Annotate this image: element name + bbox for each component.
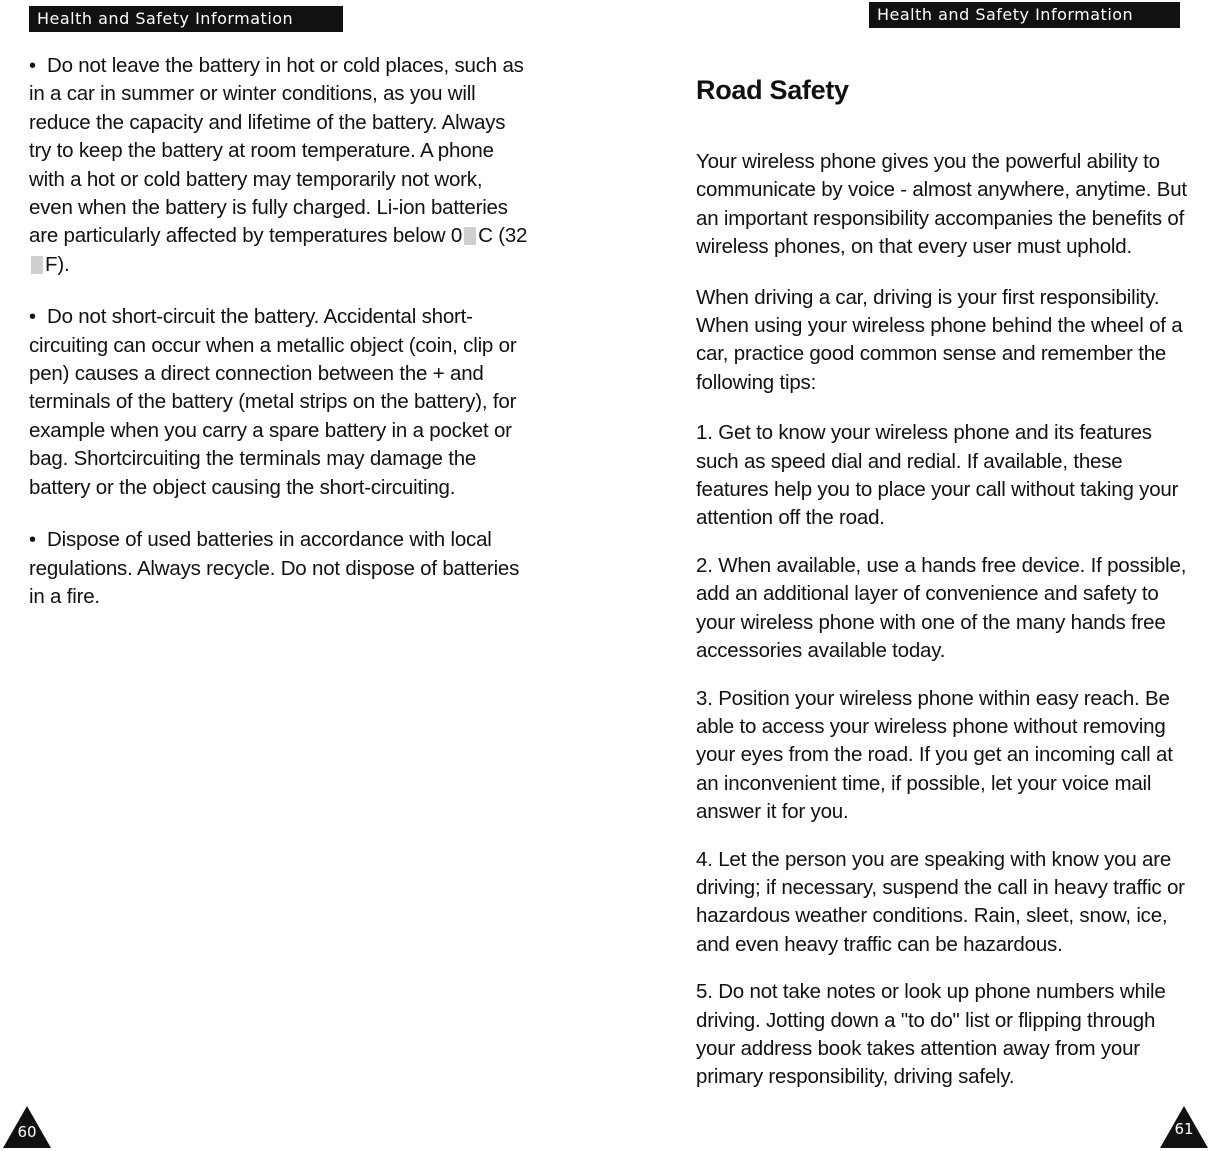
bullet-icon: • bbox=[29, 529, 36, 552]
header-title-left: Health and Safety Information bbox=[37, 9, 294, 28]
tip-item: 2. When available, use a hands free device. If possible, add an additional layer of convenience and safety to your wireless phone with one of the many hands free accessories available today. bbox=[696, 553, 1187, 663]
degree-mark-icon bbox=[31, 256, 43, 274]
tip-item: 5. Do not take notes or look up phone numbers while driving. Jotting down a "to do" list or flipping through your address book takes attention away from your primary responsibility, driving safely. bbox=[696, 980, 1166, 1089]
bullet-text-end: ). bbox=[57, 252, 70, 276]
unit-fahrenheit: F bbox=[45, 252, 58, 276]
bullet-text: Do not leave the battery in hot or cold places, such as in a car in summer or winter conditions, as you will reduce the capacity and lifetime of the battery. Always try to keep the battery at room temperature. A phone with a hot or cold battery may temporarily not work, even when the battery is fully charged. Li-ion batteries are particularly affected by temperatures below 0 bbox=[29, 54, 524, 248]
tip-item: 4. Let the person you are speaking with know you are driving; if necessary, suspend the call in heavy traffic or hazardous weather conditions. Rain, sleet, snow, ice, and even heavy traffic can be hazardous. bbox=[696, 847, 1185, 956]
section-title-road-safety: Road Safety bbox=[696, 75, 849, 105]
header-bar-right bbox=[869, 2, 1180, 28]
header-bar-left bbox=[29, 6, 343, 32]
bullet-text-mid: (32 bbox=[492, 224, 528, 248]
bullet-icon: • bbox=[29, 55, 36, 77]
unit-celsius: C bbox=[478, 224, 493, 248]
tip-item: 1. Get to know your wireless phone and its features such as speed dial and redial. If available, these features help you to place your call without taking your attention off the road. bbox=[696, 421, 1179, 530]
bullet-dispose bbox=[29, 526, 529, 611]
page-number-left: 60 bbox=[17, 1123, 37, 1141]
intro-paragraph: Your wireless phone gives you the powerful ability to communicate by voice - almost anywhere, anytime. But an important responsibility accompanies the benefits of wireless phones, on that every user must uphold. bbox=[696, 150, 1187, 259]
left-page-body bbox=[29, 52, 529, 635]
tip-item: 3. Position your wireless phone within easy reach. Be able to access your wireless phone without removing your eyes from the road. If you get an incoming call at an inconvenient time, if possible, let your voice mail answer it for you. bbox=[696, 686, 1173, 824]
bullet-battery-temperature bbox=[29, 52, 529, 279]
bullet-icon: • bbox=[29, 306, 36, 329]
bullet-text: Dispose of used batteries in accordance with local regulations. Always recycle. Do not dispose of batteries in a fire. bbox=[29, 528, 520, 608]
right-page-body bbox=[696, 72, 1196, 1111]
bullet-short-circuit bbox=[29, 303, 529, 502]
header-title-right: Health and Safety Information bbox=[877, 5, 1134, 24]
intro-paragraph: When driving a car, driving is your first responsibility. When using your wireless phone behind the wheel of a car, practice good common sense and remember the following tips: bbox=[696, 285, 1183, 394]
degree-mark-icon bbox=[464, 227, 476, 245]
page-number-right: 61 bbox=[1174, 1120, 1194, 1138]
bullet-text: Do not short-circuit the battery. Accidental short-circuiting can occur when a metallic object (coin, clip or pen) causes a direct connection between the + and terminals of the battery (metal strips on the battery), for example when you carry a spare battery in a pocket or bag. Shortcircuiting the terminals may damage the battery or the object causing the short-circuiting. bbox=[29, 305, 517, 499]
